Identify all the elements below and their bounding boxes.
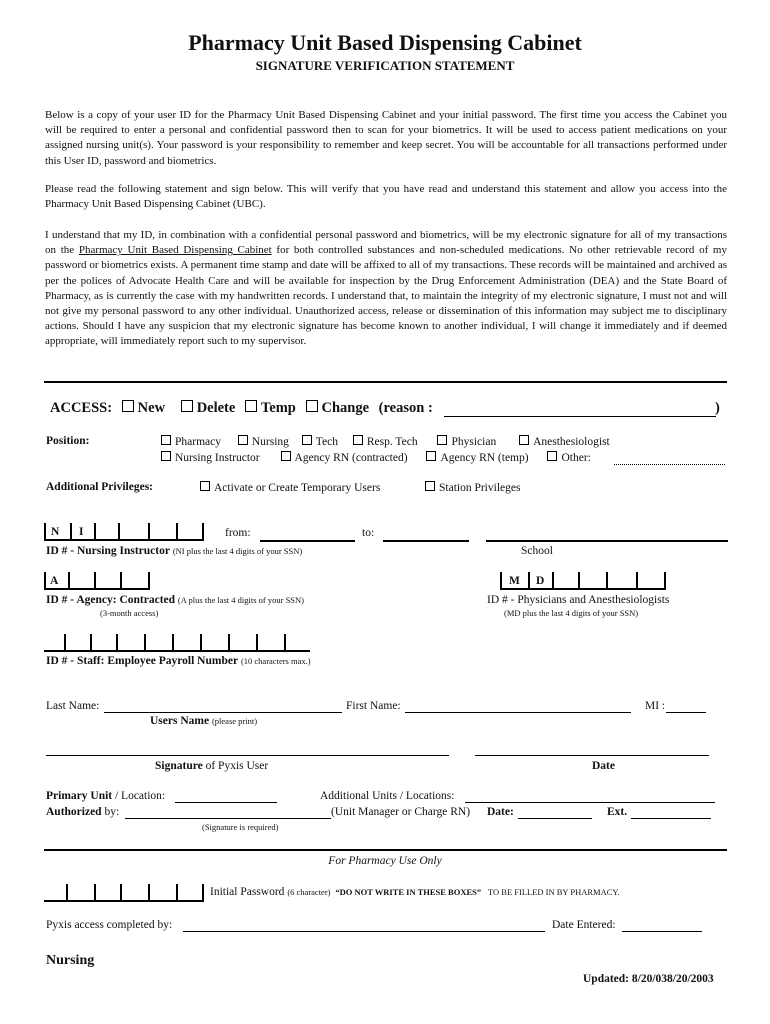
agency-caption: ID # - Agency: Contracted (A plus the last 4 digits of your SSN) <box>46 594 305 606</box>
password-char-box[interactable] <box>176 884 204 902</box>
checkbox-icon[interactable] <box>306 400 318 412</box>
id-char-box[interactable] <box>94 572 120 590</box>
date-entered-field[interactable] <box>622 931 702 932</box>
agency-note-2: (3-month access) <box>100 608 159 618</box>
id-char-box[interactable] <box>148 523 176 541</box>
auth-date-label: Date: <box>487 806 514 818</box>
signature-required-note: (Signature is required) <box>202 822 279 832</box>
id-char-box[interactable] <box>176 523 204 541</box>
position-nursing-instructor[interactable]: Nursing Instructor <box>161 452 260 464</box>
id-char-box[interactable] <box>120 572 150 590</box>
position-nursing[interactable]: Nursing <box>238 436 289 448</box>
id-char-box[interactable] <box>94 523 118 541</box>
initial-password-label: Initial Password (6 character) “DO NOT WRITE IN THESE BOXES” TO BE FILLED IN BY PHARMACY. <box>210 886 620 898</box>
md-note: (MD plus the last 4 digits of your SSN) <box>504 608 639 618</box>
privilege-station[interactable]: Station Privileges <box>425 481 520 494</box>
pharmacy-heading: For Pharmacy Use Only <box>328 855 442 867</box>
position-tech[interactable]: Tech <box>302 436 338 448</box>
agreement-link-text: Pharmacy Unit Based Dispensing Cabinet <box>78 244 272 257</box>
position-resp-tech[interactable]: Resp. Tech <box>353 436 418 448</box>
id-char-box[interactable]: M <box>500 572 528 590</box>
authorized-field[interactable] <box>125 818 331 819</box>
staff-lead-line <box>44 650 66 652</box>
access-change-option[interactable]: Change <box>306 400 370 416</box>
other-field[interactable] <box>614 464 725 465</box>
id-char-box[interactable] <box>64 634 90 652</box>
position-agency-rn-contracted[interactable]: Agency RN (contracted) <box>281 452 408 464</box>
password-char-box[interactable] <box>120 884 148 902</box>
id-char-box[interactable] <box>256 634 284 652</box>
access-delete-option[interactable]: Delete <box>181 400 236 416</box>
id-char-box[interactable] <box>284 634 310 652</box>
access-completed-label: Pyxis access completed by: <box>46 919 173 931</box>
intro-paragraph: Below is a copy of your user ID for the Pharmacy Unit Based Dispensing Cabinet and your initial password. The first time you access the Cabinet you will be required to enter a personal and confidential password then to scan for your biometrics. It will be used to access patient medications on your assigned nursing unit(s). Your password is your responsibility to remember and keep secret. You will be accountable for all transactions performed under this User ID, password and biometrics. <box>45 109 727 167</box>
checkbox-icon[interactable] <box>302 435 312 445</box>
last-name-field[interactable] <box>104 712 342 713</box>
id-char-box[interactable] <box>118 523 148 541</box>
additional-units-label: Additional Units / Locations: <box>320 790 455 802</box>
md-caption: ID # - Physicians and Anesthesiologists <box>487 594 670 606</box>
primary-unit-label: Primary Unit / Location: <box>46 790 166 802</box>
checkbox-icon[interactable] <box>245 400 257 412</box>
id-char-box[interactable]: D <box>528 572 552 590</box>
auth-date-field[interactable] <box>518 818 592 819</box>
checkbox-icon[interactable] <box>425 481 435 491</box>
page-subtitle: SIGNATURE VERIFICATION STATEMENT <box>255 58 515 73</box>
position-row-2 <box>161 451 591 464</box>
nursing-label: Nursing <box>46 953 95 968</box>
mi-label: MI : <box>645 700 666 712</box>
password-char-box[interactable] <box>94 884 120 902</box>
id-char-box[interactable] <box>636 572 666 590</box>
position-physician[interactable]: Physician <box>437 436 496 448</box>
id-char-box[interactable]: I <box>70 523 94 541</box>
mi-field[interactable] <box>666 712 706 713</box>
users-name-caption: Users Name (please print) <box>150 715 258 727</box>
updated-date: Updated: 8/20/038/20/2003 <box>583 973 714 985</box>
position-other[interactable]: Other: <box>547 452 590 464</box>
primary-unit-field[interactable] <box>175 802 277 803</box>
id-char-box[interactable]: A <box>44 572 68 590</box>
to-label: to: <box>362 527 375 539</box>
school-field[interactable] <box>486 540 728 542</box>
access-temp-option[interactable]: Temp <box>245 400 296 416</box>
divider-bottom <box>44 849 727 851</box>
checkbox-icon[interactable] <box>181 400 193 412</box>
reason-field[interactable] <box>444 416 716 417</box>
divider-top <box>44 381 727 383</box>
id-char-box[interactable]: N <box>44 523 70 541</box>
access-completed-field[interactable] <box>183 931 545 932</box>
first-name-field[interactable] <box>405 712 631 713</box>
checkbox-icon[interactable] <box>426 451 436 461</box>
instruction-paragraph: Please read the following statement and sign below. This will verify that you have read and understand this statement and allow you access into the Pharmacy Unit Based Dispensing Cabinet (UBC). <box>45 183 727 211</box>
from-label: from: <box>225 527 251 539</box>
id-char-box[interactable] <box>144 634 172 652</box>
first-name-label: First Name: <box>346 700 401 712</box>
position-anesthesiologist[interactable]: Anesthesiologist <box>519 436 610 448</box>
id-char-box[interactable] <box>68 572 94 590</box>
ni-caption: ID # - Nursing Instructor (NI plus the last 4 digits of your SSN) <box>46 545 303 557</box>
password-char-box[interactable] <box>148 884 176 902</box>
last-name-label: Last Name: <box>46 700 100 712</box>
privileges-label: Additional Privileges: <box>46 481 154 493</box>
checkbox-icon[interactable] <box>200 481 210 491</box>
id-char-box[interactable] <box>172 634 200 652</box>
privilege-temp-users[interactable]: Activate or Create Temporary Users <box>200 481 380 494</box>
school-label: School <box>521 545 553 557</box>
access-row <box>50 400 433 417</box>
additional-units-field[interactable] <box>465 802 715 803</box>
signature-caption: Signature of Pyxis User <box>155 760 269 772</box>
date-entered-label: Date Entered: <box>552 919 616 931</box>
position-row-1 <box>161 435 610 448</box>
id-char-box[interactable] <box>228 634 256 652</box>
agreement-paragraph <box>45 228 727 350</box>
from-field[interactable] <box>260 540 355 542</box>
checkbox-icon[interactable] <box>437 435 447 445</box>
password-lead-line <box>44 900 68 902</box>
access-new-option[interactable]: New <box>122 400 165 416</box>
checkbox-icon[interactable] <box>161 435 171 445</box>
agreement-text-b: for both controlled substances and non-scheduled medications. No other retrievable record of my password or biometrics exists. A permanent time stamp and date will be affixed to all of my transactions. These records will be maintained and archived as per the polices of Advocate Health Care and will be available for inspection by the Drug Enforcement Administration (DEA) and the State Board of Pharmacy, as is currently the case with my handwritten records. I understand that, to maintain the integrity of my electronic signature, I must not and will not give my personal password to any other individual. Unauthorized access, release or dissemination of this information may subject me to disciplinary actions. Should I have any suspicion that my electronic signature has become known to another individual, I will change it immediately and if deemed appropriate, will immediately report such to my supervisor. <box>45 244 727 348</box>
checkbox-icon[interactable] <box>161 451 171 461</box>
id-char-box[interactable] <box>578 572 606 590</box>
checkbox-icon[interactable] <box>238 435 248 445</box>
password-char-box[interactable] <box>66 884 94 902</box>
checkbox-icon[interactable] <box>281 451 291 461</box>
position-agency-rn-temp[interactable]: Agency RN (temp) <box>426 452 528 464</box>
id-char-box[interactable] <box>552 572 578 590</box>
reason-label: (reason : <box>378 400 433 416</box>
checkbox-icon[interactable] <box>353 435 363 445</box>
to-field[interactable] <box>383 540 469 542</box>
reason-close: ) <box>715 400 720 416</box>
checkbox-icon[interactable] <box>122 400 134 412</box>
authorized-label: Authorized by: <box>46 806 120 818</box>
date-field[interactable] <box>475 755 709 756</box>
ext-field[interactable] <box>631 818 711 819</box>
checkbox-icon[interactable] <box>519 435 529 445</box>
position-pharmacy[interactable]: Pharmacy <box>161 436 221 448</box>
page-title: Pharmacy Unit Based Dispensing Cabinet <box>188 30 582 55</box>
unit-manager-label: (Unit Manager or Charge RN) <box>331 806 471 818</box>
date-caption: Date <box>592 760 615 772</box>
checkbox-icon[interactable] <box>547 451 557 461</box>
signature-field[interactable] <box>46 755 449 756</box>
ext-label: Ext. <box>607 806 628 818</box>
id-char-box[interactable] <box>606 572 636 590</box>
access-label: ACCESS: <box>50 400 113 416</box>
id-char-box[interactable] <box>116 634 144 652</box>
id-char-box[interactable] <box>200 634 228 652</box>
id-char-box[interactable] <box>90 634 116 652</box>
position-label: Position: <box>46 435 90 447</box>
agreement-text-a: I understand that my ID, in combination with a confidential personal password and biometrics, will be my electronic signature for all of my transactions on the <box>45 229 727 257</box>
staff-caption: ID # - Staff: Employee Payroll Number (10 characters max.) <box>46 655 311 667</box>
